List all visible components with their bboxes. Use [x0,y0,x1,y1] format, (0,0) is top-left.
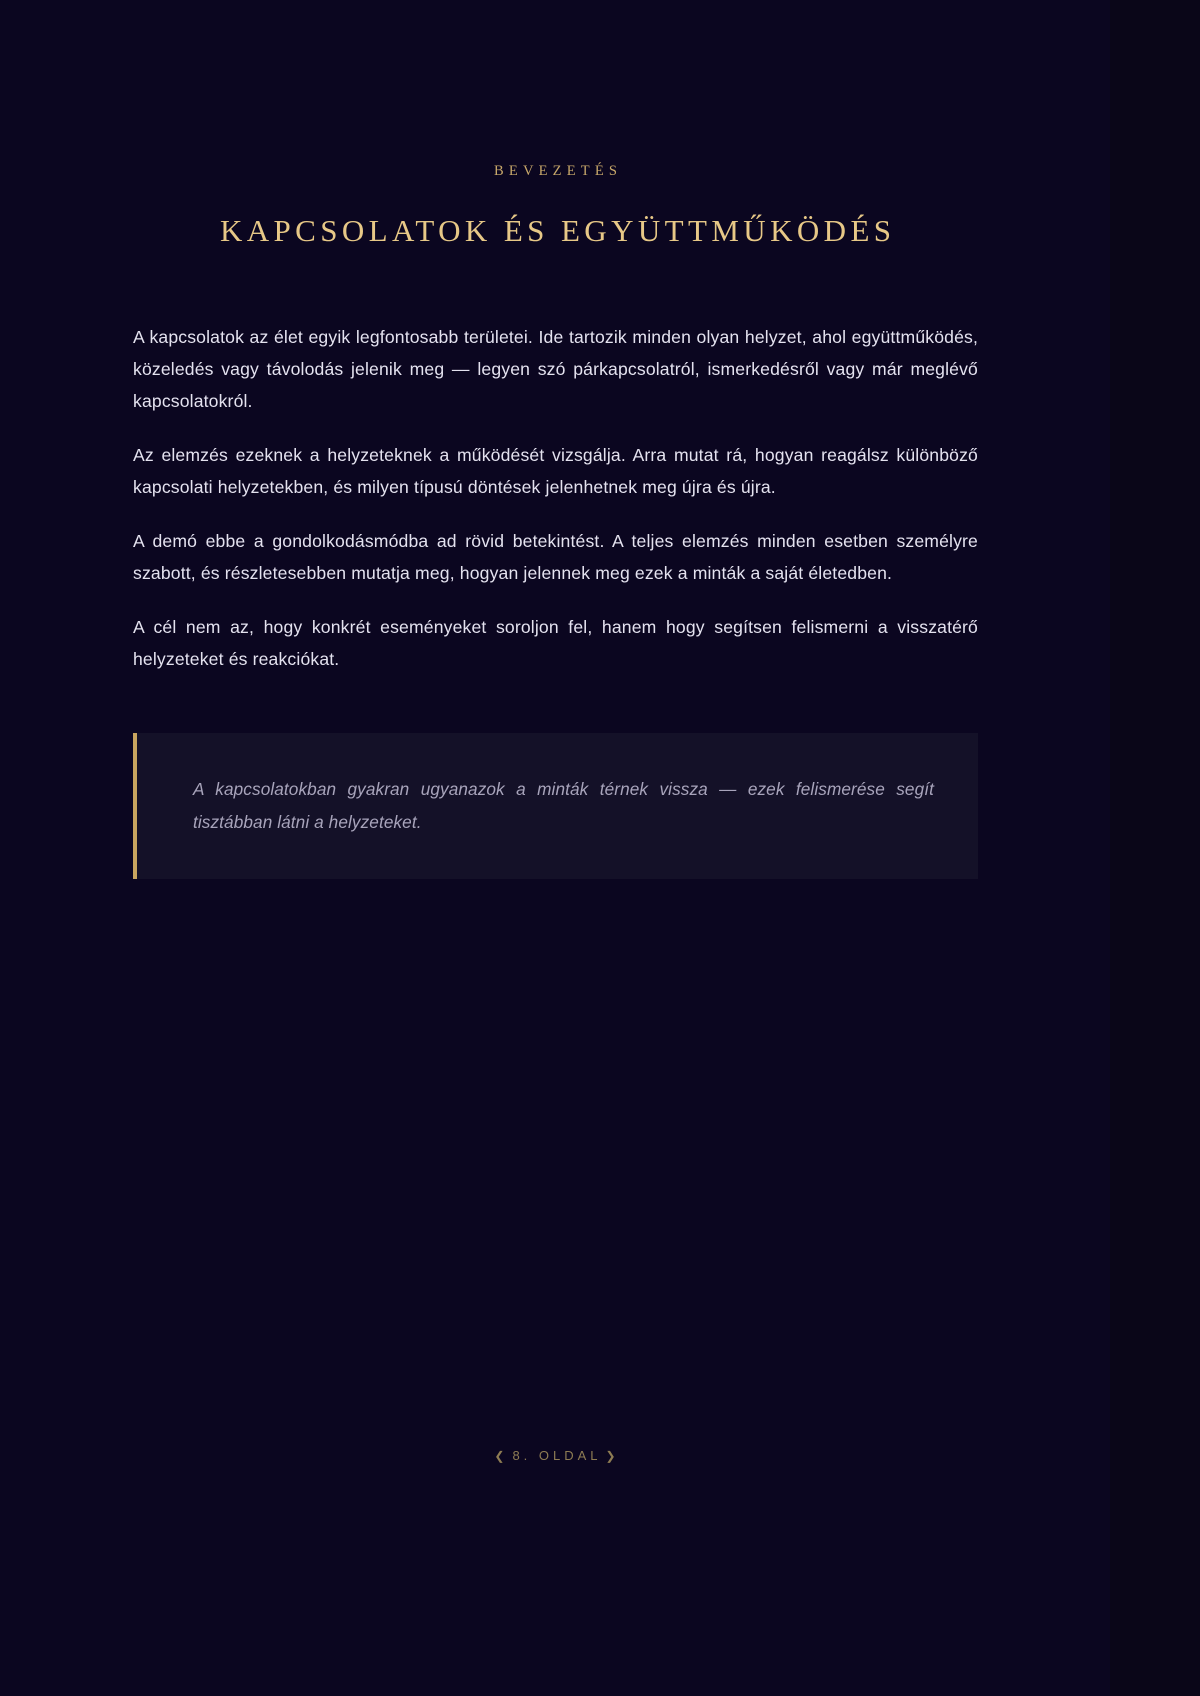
paragraph: A demó ebbe a gondolkodásmódba ad rövid betekintést. A teljes elemzés minden esetben személyre szabott, és részletesebben mutatja meg, hogyan jelennek meg ezek a minták a saját életedben. [133,530,978,583]
paragraph: A cél nem az, hogy konkrét eseményeket soroljon fel, hanem hogy segítsen felismerni a visszatérő helyzeteket és reakciókat. [133,616,978,669]
chevron-left-icon: ❮ [494,1449,509,1463]
body-copy [133,321,978,675]
paragraph: A kapcsolatok az élet egyik legfontosabb területei. Ide tartozik minden olyan helyzet, ahol együttműködés, közeledés vagy távolodás jelenik meg — legyen szó párkapcsolatról, ismerkedésről vagy már meglévő kapcsolatokról. [133,326,978,411]
section-eyebrow: BEVEZETÉS [494,163,623,179]
page-footer [0,1448,1110,1463]
page-title: KAPCSOLATOK ÉS EGYÜTTMŰKÖDÉS [219,212,896,248]
page-number-label: 8. OLDAL [512,1448,602,1463]
highlight-callout [133,733,978,879]
chevron-right-icon: ❯ [605,1449,620,1463]
page-content [133,0,978,879]
paragraph: Az elemzés ezeknek a helyzeteknek a működését vizsgálja. Arra mutat rá, hogyan reagálsz különböző kapcsolati helyzetekben, és milyen típusú döntések jelenhetnek meg újra és újra. [133,444,978,497]
callout-text: A kapcsolatokban gyakran ugyanazok a minták térnek vissza — ezek felismerése segít tisztábban látni a helyzeteket. [193,778,934,832]
